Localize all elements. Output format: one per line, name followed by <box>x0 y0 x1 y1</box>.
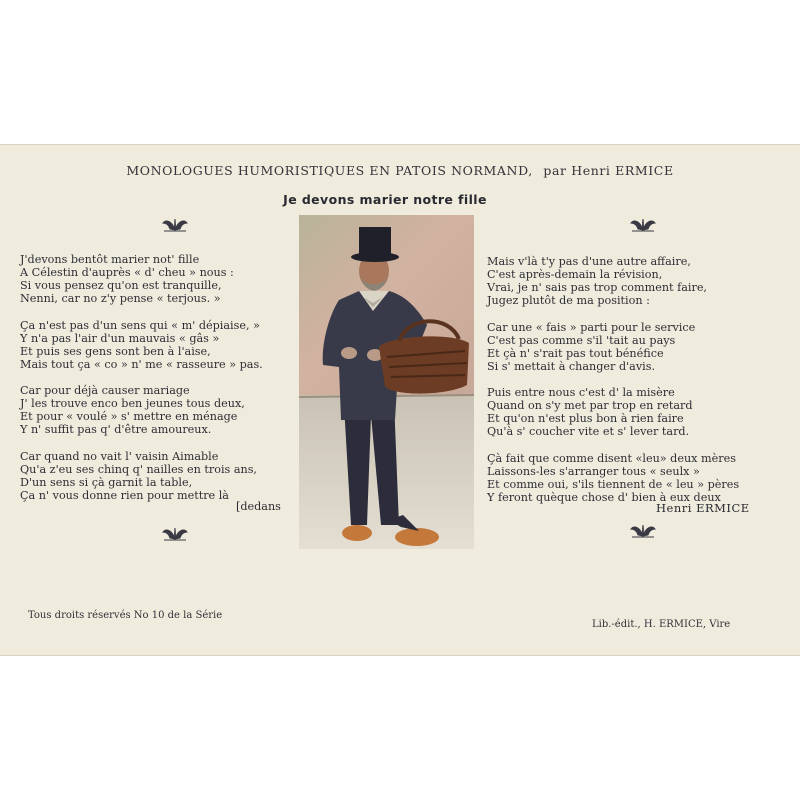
poem-line: Qu'a z'eu ses chinq q' nailles en trois ans, <box>20 462 257 476</box>
poem-line: Et çà n' s'rait pas tout bénéfice <box>487 346 664 360</box>
poem-line-continuation: [dedans <box>236 500 281 513</box>
poem-line: Et pour « voulé » s' mettre en ménage <box>20 410 238 423</box>
stanza <box>20 253 263 305</box>
fleuron-ornament-icon <box>160 526 190 542</box>
author-signature: Henri ERMICE <box>656 501 750 515</box>
poem-line: Puis entre nous c'est d' la misère <box>487 386 675 399</box>
poem-line: Y n'a pas l'air d'un mauvais « gâs » <box>20 331 220 345</box>
poem-line: Si s' mettait à changer d'avis. <box>487 359 656 373</box>
poem-line: Car quand no vait l' vaisin Aimable <box>20 449 219 463</box>
poem-line: J'devons bentôt marier not' fille <box>20 253 200 266</box>
poem-line: Car une « fais » parti pour le service <box>487 320 696 334</box>
poem-line: Mais v'là t'y pas d'une autre affaire, <box>487 255 691 268</box>
rights-and-series-number: Tous droits réservés No 10 de la Série <box>28 610 223 621</box>
stanza <box>487 255 739 307</box>
poem-line: Et comme oui, s'ils tiennent de « leu » pères <box>487 477 740 491</box>
poem-line: Ça n' vous donne rien pour mettre là <box>20 488 229 502</box>
poem-line: Y n' suffit pas q' d'être amoureux. <box>20 423 212 436</box>
poem-line: Quand on s'y met par trop en retard <box>487 399 693 412</box>
poem-line: Vrai, je n' sais pas trop comment faire, <box>487 281 707 294</box>
poem-line: A Célestin d'auprès « d' cheu » nous : <box>20 266 234 279</box>
poem-line: D'un sens si çà garnit la table, <box>20 475 193 489</box>
series-author: par Henri ERMICE <box>543 163 674 178</box>
fleuron-ornament-icon <box>160 217 190 233</box>
monologue-title: Je devons marier notre fille <box>283 192 487 207</box>
stanza <box>20 450 263 502</box>
poem-right-column <box>487 255 739 517</box>
stanza <box>487 321 739 373</box>
poem-line: Laissons-les s'arranger tous « seulx » <box>487 464 700 478</box>
portrait-photo-icon <box>299 215 474 549</box>
poem-line: Car pour déjà causer mariage <box>20 384 190 397</box>
publisher-credit: Lib.-édit., H. ERMICE, Vire <box>592 619 731 630</box>
poem-line: C'est pas comme s'il 'tait au pays <box>487 333 676 347</box>
stanza <box>20 319 263 371</box>
poem-line: Si vous pensez qu'on est tranquille, <box>20 279 222 292</box>
poem-line: C'est après-demain la révision, <box>487 268 663 281</box>
stanza <box>487 386 739 438</box>
stanza <box>487 452 739 504</box>
stanza <box>20 384 263 436</box>
fleuron-ornament-icon <box>628 217 658 233</box>
poem-line: Qu'à s' coucher vite et s' lever tard. <box>487 425 690 438</box>
poem-left-column <box>20 253 263 515</box>
poem-line: Nenni, car no z'y pense « terjous. » <box>20 292 221 305</box>
poem-line: J' les trouve enco ben jeunes tous deux, <box>20 397 245 410</box>
poem-line: Jugez plutôt de ma position : <box>487 294 650 307</box>
poem-line: Et qu'on n'est plus bon à rien faire <box>487 412 684 425</box>
series-title <box>0 163 800 178</box>
poem-line: Ça n'est pas d'un sens qui « m' dépiaise, » <box>20 318 260 332</box>
fleuron-ornament-icon <box>628 523 658 539</box>
poem-line: Et puis ses gens sont ben à l'aise, <box>20 344 211 358</box>
poem-line: Y feront quèque chose d' bien à eux deux <box>487 490 721 504</box>
series-title-text: MONOLOGUES HUMORISTIQUES EN PATOIS NORMAND, <box>126 163 533 178</box>
poem-line: Mais tout ça « co » n' me « rasseure » pas. <box>20 357 263 371</box>
postcard <box>0 144 800 656</box>
poem-line: Çà fait que comme disent «leu» deux mères <box>487 451 736 465</box>
